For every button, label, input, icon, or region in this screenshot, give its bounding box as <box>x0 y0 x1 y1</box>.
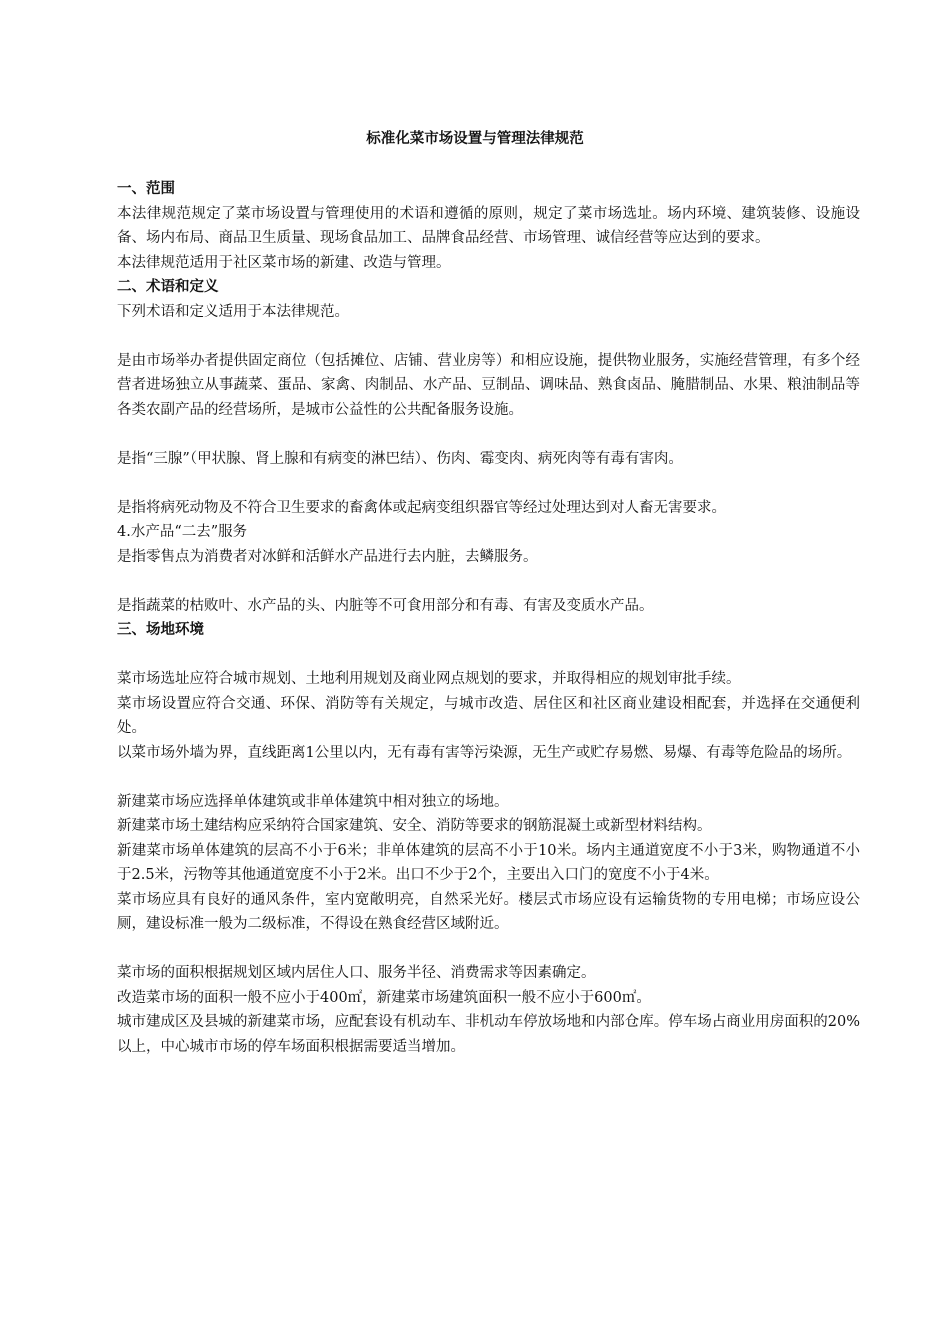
paragraph: 菜市场的面积根据规划区域内居住人口、服务半径、消费需求等因素确定。 <box>117 965 596 981</box>
paragraph: 下列术语和定义适用于本法律规范。 <box>117 303 349 320</box>
document-title: 标准化菜市场设置与管理法律规范 <box>366 131 584 147</box>
blank-line <box>117 324 860 349</box>
section-heading-terms: 二、术语和定义 <box>117 279 219 295</box>
blank-line <box>117 937 860 962</box>
paragraph: 是指蔬菜的枯败叶、水产品的头、内脏等不可食用部分和有毒、有害及变质水产品。 <box>117 597 654 614</box>
blank-line <box>117 569 860 594</box>
paragraph: 是指“三腺”（甲状腺、肾上腺和有病变的淋巴结）、伤肉、霉变肉、病死肉等有毒有害肉。 <box>117 450 683 467</box>
paragraph: 城市建成区及县城的新建菜市场，应配套设有机动车、非机动车停放场地和内部仓库。停车场占商业用房面积的20%以上，中心城市市场的停车场面积根据需要适当增加。 <box>117 1014 860 1055</box>
paragraph: 菜市场选址应符合城市规划、土地利用规划及商业网点规划的要求，并取得相应的规划审批手续。 <box>117 671 741 687</box>
paragraph: 本法律规范适用于社区菜市场的新建、改造与管理。 <box>117 254 451 271</box>
paragraph: 菜市场应具有良好的通风条件，室内宽敞明亮，自然采光好。楼层式市场应设有运输货物的专用电梯；市场应设公厕，建设标准一般为二级标准，不得设在熟食经营区域附近。 <box>117 891 860 932</box>
paragraph: 改造菜市场的面积一般不应小于400㎡，新建菜市场建筑面积一般不应小于600㎡。 <box>117 989 651 1006</box>
paragraph: 新建菜市场单体建筑的层高不小于6米；非单体建筑的层高不小于10米。场内主通道宽度不小于3米，购物通道不小于2.5米，污物等其他通道宽度不小于2米。出口不少于2个，主要出入口门的宽度不小于4米。 <box>117 842 860 883</box>
paragraph: 菜市场设置应符合交通、环保、消防等有关规定，与城市改造、居住区和社区商业建设相配套，并选择在交通便利处。 <box>117 695 860 736</box>
paragraph: 本法律规范规定了菜市场设置与管理使用的术语和遵循的原则，规定了菜市场选址。场内环境、建筑装修、设施设备、场内布局、商品卫生质量、现场食品加工、品牌食品经营、市场管理、诚信经营等应达到的要求。 <box>117 205 860 246</box>
blank-line <box>117 643 860 668</box>
paragraph: 新建菜市场应选择单体建筑或非单体建筑中相对独立的场地。 <box>117 793 509 810</box>
document-body <box>117 177 860 1059</box>
blank-line <box>117 765 860 790</box>
section-heading-scope: 一、范围 <box>117 181 175 197</box>
blank-line <box>117 422 860 447</box>
section-heading-site: 三、场地环境 <box>117 622 204 638</box>
paragraph: 新建菜市场土建结构应采纳符合国家建筑、安全、消防等要求的钢筋混凝土或新型材料结构。 <box>117 818 712 834</box>
paragraph: 以菜市场外墙为界，直线距离1公里以内，无有毒有害等污染源，无生产或贮存易燃、易爆、有毒等危险品的场所。 <box>117 744 852 761</box>
term-heading: 4.水产品“二去”服务 <box>117 524 248 540</box>
paragraph: 是指将病死动物及不符合卫生要求的畜禽体或起病变组织器官等经过处理达到对人畜无害要求。 <box>117 499 726 516</box>
paragraph: 是由市场举办者提供固定商位（包括摊位、店铺、营业房等）和相应设施，提供物业服务，实施经营管理，有多个经营者进场独立从事蔬菜、蛋品、家禽、肉制品、水产品、豆制品、调味品、熟食卤品、腌腊制品、水果、粮油制品等各类农副产品的经营场所，是城市公益性的公共配备服务设施。 <box>117 352 860 418</box>
blank-line <box>117 471 860 496</box>
paragraph: 是指零售点为消费者对冰鲜和活鲜水产品进行去内脏，去鳞服务。 <box>117 548 538 565</box>
